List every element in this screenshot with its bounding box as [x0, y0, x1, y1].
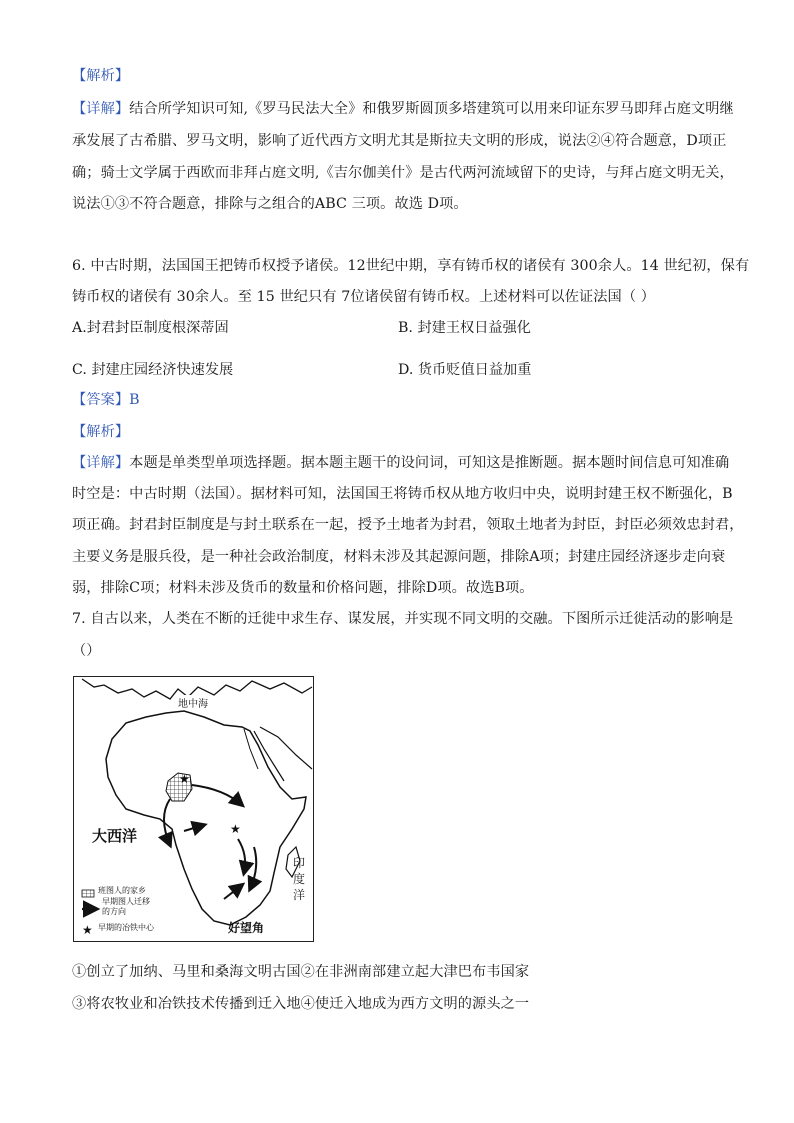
q7-stem-line-1: 7. 自古以来，人类在不断的迁徙中求生存、谋发展，并实现不同文明的交融。下图所示迁徙活动的影响是 — [72, 611, 734, 627]
legend-iron-label: 早期的冶铁中心 — [98, 923, 154, 932]
legend-star: ★ — [82, 923, 93, 937]
migration-arrow-southwest — [164, 799, 170, 845]
answer-text: 【答案】B — [72, 392, 140, 408]
q6-answer — [72, 390, 140, 410]
iron-center-star-1: ★ — [179, 772, 190, 786]
q6-detail-line-5: 弱，排除C项；材料未涉及货币的数量和价格问题，排除D项。故选B项。 — [72, 580, 534, 596]
q6-stem-line-2: 铸币权的诸侯有 30余人。至 15 世纪只有 7位诸侯留有铸币权。上述材料可以佐证法国（ ） — [72, 289, 656, 305]
arabia-coast — [260, 727, 312, 769]
analysis-detail-line-1 — [72, 99, 734, 119]
legend-migration-label-2: 的方向 — [102, 907, 126, 916]
label-atlantic: 大西洋 — [92, 827, 138, 845]
detail-tag: 【详解】 — [72, 455, 130, 471]
q6-detail-line-2: 时空是：中古时期（法国）。据材料可知，法国国王将铸币权从地方收归中央，说明封建王权不断强化，B — [72, 486, 733, 502]
q7-stem-line-2: （） — [72, 643, 101, 659]
analysis-detail-line-3: 确；骑士文学属于西欧而非拜占庭文明,《吉尔伽美什》是古代两河流域留下的史诗，与拜占庭文明无关， — [72, 165, 734, 181]
legend-homeland-label: 班图人的家乡 — [98, 886, 146, 895]
migration-arrow-central — [184, 825, 204, 831]
analysis-tag: 【解析】 — [72, 68, 130, 84]
label-cape-of-good-hope: 好望角 — [228, 921, 265, 935]
label-indian-ocean: 印 度 洋 — [292, 856, 305, 902]
q6-option-d: D. 货币贬值日益加重 — [398, 362, 532, 378]
migration-arrow-southeast — [224, 885, 242, 899]
analysis-detail-line-2: 承发展了古希腊、罗马文明，影响了近代西方文明尤其是斯拉夫文明的形成，说法②④符合题意，D项正 — [72, 133, 727, 149]
detail-tag: 【详解】 — [72, 101, 130, 117]
iron-center-star-2: ★ — [230, 822, 241, 836]
bantu-migration-map — [73, 676, 314, 942]
legend-homeland-swatch — [82, 890, 94, 897]
q7-choice-line-1: ①创立了加纳、马里和桑海文明古国②在非洲南部建立起大津巴布韦国家 — [72, 964, 530, 980]
q6-option-c: C. 封建庄园经济快速发展 — [72, 362, 234, 378]
legend-migration-label: 早期图人迁移 — [102, 897, 150, 906]
q6-detail-line-3: 项正确。封君封臣制度是与封土联系在一起，授予土地者为封君，领取土地者为封臣，封臣必须效忠封君， — [72, 517, 744, 533]
q6-option-a: A.封君封臣制度根深蒂固 — [72, 320, 229, 336]
migration-arrow-south-2 — [250, 847, 256, 889]
q6-detail-line-1 — [72, 453, 729, 473]
analysis-detail-line-4: 说法①③不符合题意，排除与之组合的ABC 三项。故选 D项。 — [72, 196, 468, 212]
migration-arrow-south — [238, 839, 245, 873]
q6-detail-line-4: 主要义务是服兵役，是一种社会政治制度，材料未涉及其起源问题，排除A项；封建庄园经济逐步走向衰 — [72, 549, 726, 565]
detail-text: 结合所学知识可知,《罗马民法大全》和俄罗斯圆顶多塔建筑可以用来印证东罗马即拜占庭文明继 — [129, 101, 734, 117]
q7-choice-line-2: ③将农牧业和冶铁技术传播到迁入地④使迁入地成为西方文明的源头之一 — [72, 996, 530, 1012]
label-mediterranean: 地中海 — [176, 695, 210, 710]
detail-text: 本题是单类型单项选择题。据本题主题干的设问词，可知这是推断题。据本题时间信息可知准确 — [129, 455, 730, 471]
q6-option-b: B. 封建王权日益强化 — [398, 320, 531, 336]
q6-analysis-tag: 【解析】 — [72, 424, 130, 440]
migration-arrow-east — [192, 785, 242, 805]
q6-stem-line-1: 6. 中古时期，法国国王把铸币权授予诸侯。12世纪中期，享有铸币权的诸侯有 300余人。14 世纪初，保有 — [72, 258, 750, 274]
